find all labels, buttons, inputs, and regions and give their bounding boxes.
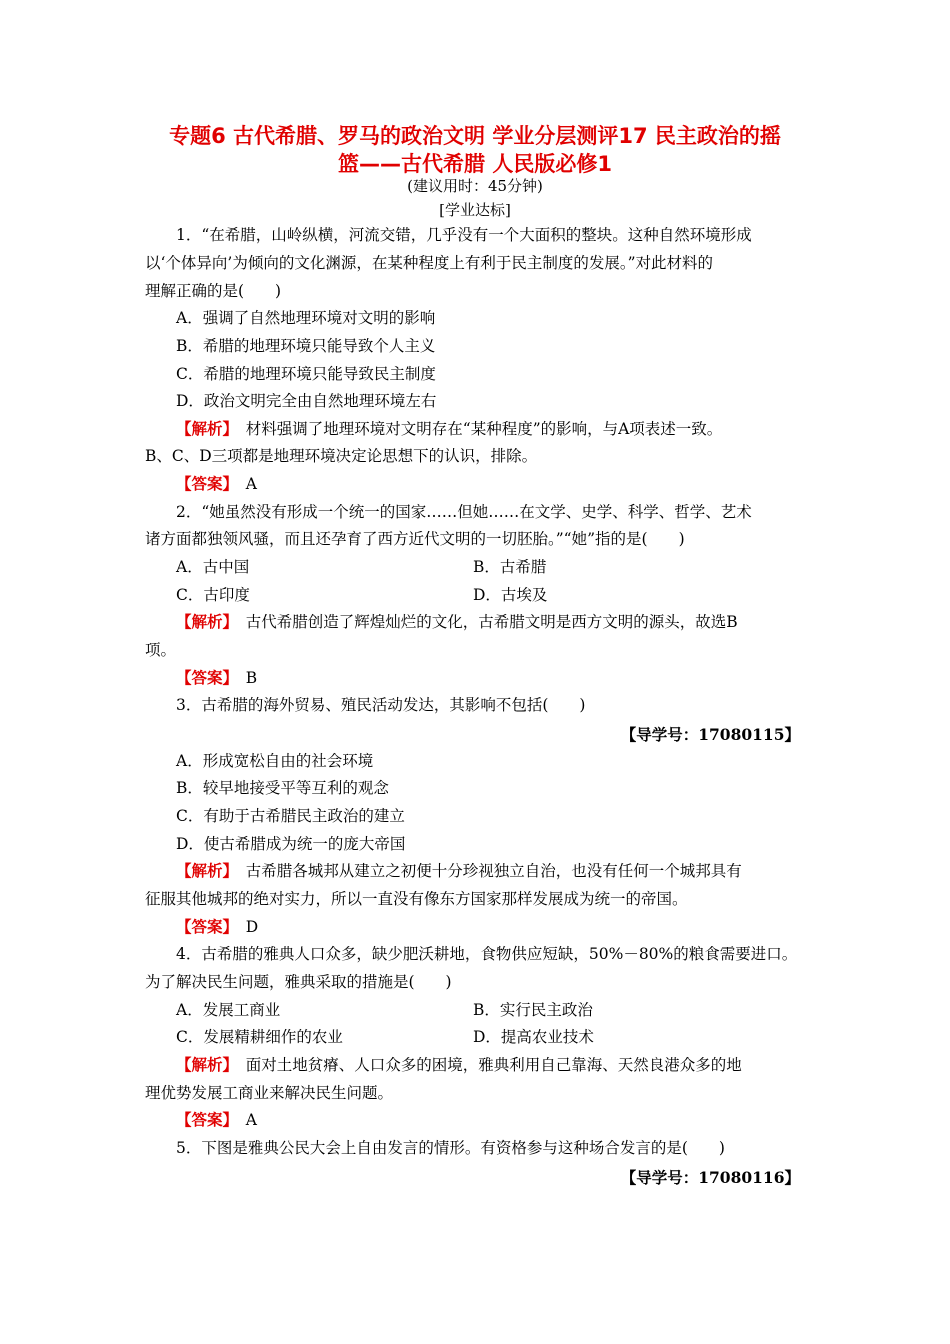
analysis-tag: 【解析】 (176, 612, 231, 631)
section-heading: [学业达标] (439, 201, 511, 219)
q3-option-d: D．使古希腊成为统一的庞大帝国 (176, 835, 406, 853)
q1-option-d: D．政治文明完全由自然地理环境左右 (176, 392, 437, 410)
analysis-tag: 【解析】 (176, 1055, 231, 1074)
q1-option-b: B．希腊的地理环境只能导致个人主义 (176, 337, 436, 355)
q3-option-a: A．形成宽松自由的社会环境 (176, 752, 374, 770)
q4-analysis-line1 (176, 1055, 742, 1075)
q1-analysis-text: 材料强调了地理环境对文明存在“某种程度”的影响，与A项表述一致。 (230, 420, 723, 438)
q3-stem-line1: 3．古希腊的海外贸易、殖民活动发达，其影响不包括( ) (176, 696, 586, 714)
q4-option-a: A．发展工商业 (176, 1001, 281, 1019)
answer-tag: 【答案】 (176, 1110, 231, 1129)
q2-analysis-line1 (176, 612, 738, 632)
q4-answer (176, 1110, 257, 1130)
q3-analysis-line2: 征服其他城邦的绝对实力，所以一直没有像东方国家那样发展成为统一的帝国。 (145, 890, 688, 908)
q3-analysis-text: 古希腊各城邦从建立之初便十分珍视独立自治，也没有任何一个城邦具有 (230, 862, 742, 880)
suggested-time: (建议用时：45分钟) (407, 177, 543, 195)
q1-answer-value: A (230, 475, 257, 493)
answer-tag: 【答案】 (176, 668, 231, 687)
q2-stem-line2: 诸方面都独领风骚，而且还孕育了西方近代文明的一切胚胎。”“她”指的是( ) (145, 530, 685, 548)
q2-analysis-line2: 项。 (145, 641, 177, 659)
q3-guide-code: 【导学号：17080115】 (620, 725, 800, 744)
q3-analysis-line1 (176, 861, 742, 881)
q2-option-b: B．古希腊 (473, 558, 547, 576)
q1-analysis-line2: B、C、D三项都是地理环境决定论思想下的认识，排除。 (145, 447, 538, 465)
q4-option-b: B．实行民主政治 (473, 1001, 593, 1019)
q1-stem-line1: 1．“在希腊，山岭纵横，河流交错，几乎没有一个大面积的整块。这种自然环境形成 (176, 226, 752, 244)
q1-stem-line3: 理解正确的是( ) (145, 282, 282, 300)
q2-option-c: C．古印度 (176, 586, 250, 604)
q4-option-d: D．提高农业技术 (473, 1028, 594, 1046)
q5-guide-code: 【导学号：17080116】 (620, 1168, 800, 1187)
q3-answer-value: D (230, 918, 259, 936)
q2-analysis-text: 古代希腊创造了辉煌灿烂的文化，古希腊文明是西方文明的源头，故选B (230, 613, 738, 631)
q1-analysis-line1 (176, 419, 722, 439)
q1-stem-line2: 以‘个体异向’为倾向的文化渊源，在某种程度上有利于民主制度的发展。”对此材料的 (145, 254, 714, 272)
q4-answer-value: A (230, 1111, 257, 1129)
document-title-line2: 篮——古代希腊 人民版必修1 (338, 152, 612, 176)
q4-stem-line2: 为了解决民生问题，雅典采取的措施是( ) (145, 973, 452, 991)
q1-option-a: A．强调了自然地理环境对文明的影响 (176, 309, 436, 327)
q4-option-c: C．发展精耕细作的农业 (176, 1028, 343, 1046)
analysis-tag: 【解析】 (176, 861, 231, 880)
analysis-tag: 【解析】 (176, 419, 231, 438)
q1-option-c: C．希腊的地理环境只能导致民主制度 (176, 365, 436, 383)
q5-stem-line1: 5．下图是雅典公民大会上自由发言的情形。有资格参与这种场合发言的是( ) (176, 1139, 725, 1157)
q2-option-d: D．古埃及 (473, 586, 548, 604)
q2-option-a: A．古中国 (176, 558, 250, 576)
q3-answer (176, 917, 258, 937)
q2-answer-value: B (230, 669, 258, 687)
q4-analysis-text: 面对土地贫瘠、人口众多的困境，雅典利用自己靠海、天然良港众多的地 (230, 1056, 742, 1074)
q4-stem-line1: 4．古希腊的雅典人口众多，缺少肥沃耕地，食物供应短缺，50%－80%的粮食需要进口。 (176, 945, 798, 963)
q2-stem-line1: 2．“她虽然没有形成一个统一的国家……但她……在文学、史学、科学、哲学、艺术 (176, 503, 752, 521)
q4-analysis-line2: 理优势发展工商业来解决民生问题。 (145, 1084, 394, 1102)
answer-tag: 【答案】 (176, 474, 231, 493)
q3-option-b: B．较早地接受平等互利的观念 (176, 779, 389, 797)
q2-answer (176, 668, 257, 688)
document-title-line1: 专题6 古代希腊、罗马的政治文明 学业分层测评17 民主政治的摇 (169, 124, 781, 148)
answer-tag: 【答案】 (176, 917, 231, 936)
q1-answer (176, 474, 257, 494)
q3-option-c: C．有助于古希腊民主政治的建立 (176, 807, 405, 825)
